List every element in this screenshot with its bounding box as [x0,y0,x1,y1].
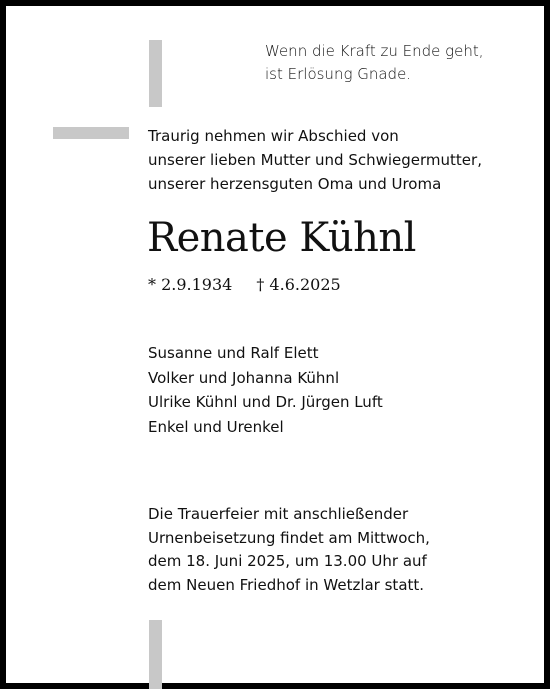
mourner-entry: Enkel und Urenkel [148,417,284,436]
cross-vertical-top [149,40,162,107]
verse-quote [265,40,535,86]
mourner-entry: Ulrike Kühnl und Dr. Jürgen Luft [148,393,383,411]
ceremony-line: Die Trauerfeier mit anschließender [148,505,409,523]
life-dates [148,273,543,297]
intro-text [148,124,543,196]
birth-date: * 2.9.1934 [148,275,233,294]
intro-line: Traurig nehmen wir Abschied von [148,127,399,145]
mourner-entry: Volker und Johanna Kühnl [148,368,340,387]
ceremony-line: Urnenbeisetzung findet am Mittwoch, [148,528,430,547]
cross-vertical-bottom [149,620,162,689]
intro-line: unserer herzensguten Oma und Uroma [148,175,442,193]
ceremony-notice [148,503,543,597]
verse-line: Wenn die Kraft zu Ende geht, [265,42,484,60]
verse-line: ist Erlösung Gnade. [265,65,412,83]
death-date: † 4.6.2025 [256,275,341,294]
deceased-name: Renate Kühnl [147,215,416,261]
ceremony-line: dem 18. Juni 2025, um 13.00 Uhr auf [148,552,427,570]
ceremony-line: dem Neuen Friedhof in Wetzlar statt. [148,575,425,594]
intro-line: unserer lieben Mutter und Schwiegermutter, [148,151,482,169]
cross-horizontal-arm [53,127,129,139]
mourners-list [148,341,543,439]
mourner-entry: Susanne und Ralf Elett [148,344,319,362]
